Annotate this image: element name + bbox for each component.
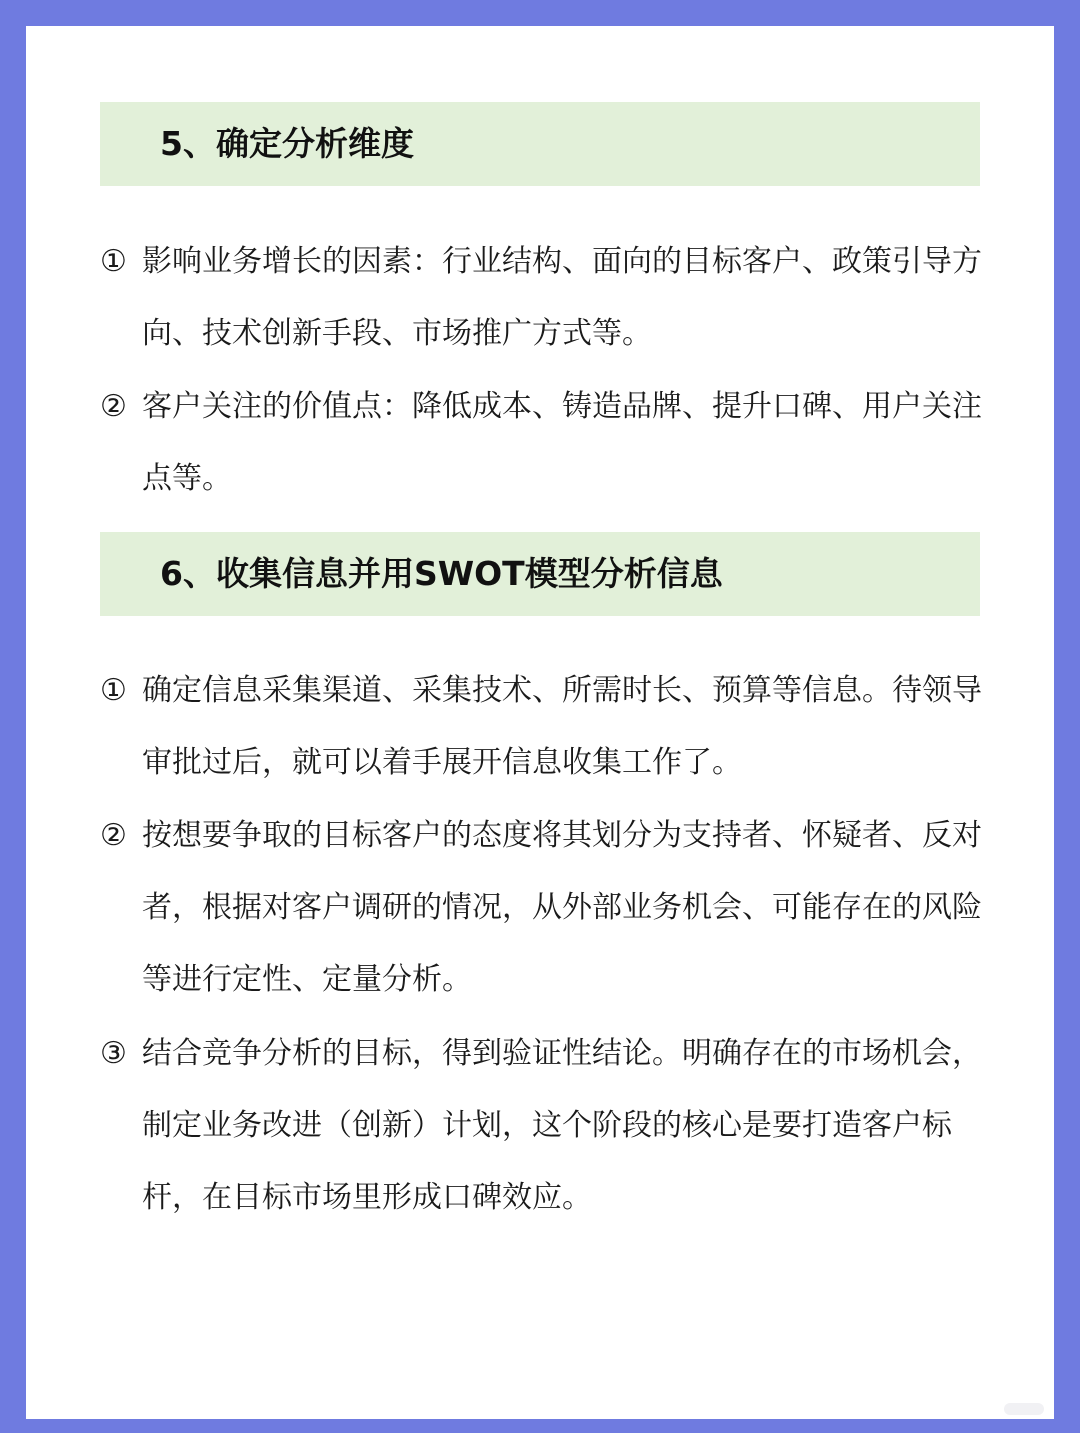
item-text: 客户关注的价值点：降低成本、铸造品牌、提升口碑、用户关注点等。 — [142, 389, 982, 496]
item-number-marker: ① — [100, 673, 127, 708]
list-item — [100, 655, 990, 799]
list-item — [100, 800, 990, 1016]
list-item — [100, 226, 990, 370]
item-text: 确定信息采集渠道、采集技术、所需时长、预算等信息。待领导审批过后，就可以着手展开信息收集工作了。 — [142, 673, 982, 780]
list-item — [100, 1018, 990, 1234]
section-header-6 — [100, 532, 980, 616]
watermark-mark — [1004, 1403, 1044, 1415]
content-card — [26, 26, 1054, 1419]
item-text: 按想要争取的目标客户的态度将其划分为支持者、怀疑者、反对者，根据对客户调研的情况，从外部业务机会、可能存在的风险等进行定性、定量分析。 — [142, 818, 982, 997]
item-text: 结合竞争分析的目标，得到验证性结论。明确存在的市场机会，制定业务改进（创新）计划，这个阶段的核心是要打造客户标杆，在目标市场里形成口碑效应。 — [142, 1036, 982, 1215]
section-title: 6、收集信息并用SWOT模型分析信息 — [160, 554, 723, 593]
item-number-marker: ② — [100, 389, 127, 424]
item-number-marker: ③ — [100, 1036, 127, 1071]
section-header-5 — [100, 102, 980, 186]
item-number-marker: ① — [100, 244, 127, 279]
item-number-marker: ② — [100, 818, 127, 853]
list-item — [100, 371, 990, 515]
section-title: 5、确定分析维度 — [160, 124, 414, 163]
item-text: 影响业务增长的因素：行业结构、面向的目标客户、政策引导方向、技术创新手段、市场推广方式等。 — [142, 244, 982, 351]
